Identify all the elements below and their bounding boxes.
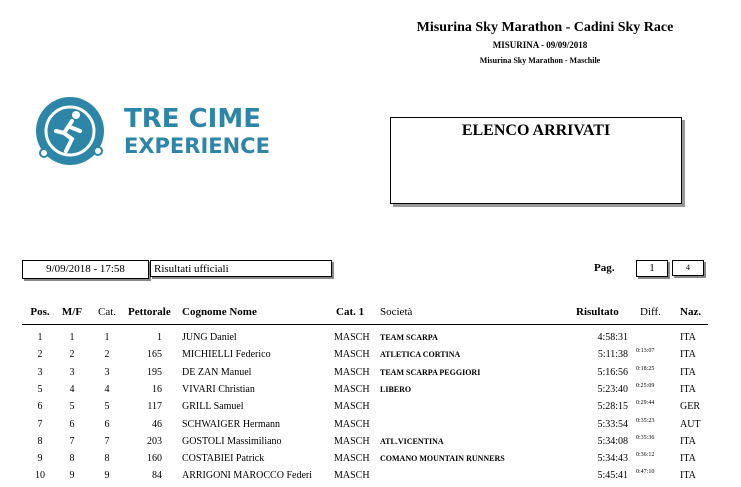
cell-diff: 0:29:44	[636, 400, 655, 407]
cell-pos: 9	[37, 453, 43, 465]
cell-pet: 160	[147, 453, 162, 465]
cell-naz: ITA	[680, 366, 696, 378]
cell-name: ARRIGONI MAROCCO Federi	[182, 470, 312, 482]
cell-pos: 1	[37, 332, 43, 343]
cell-pos: 3	[37, 366, 43, 378]
table-row	[0, 349, 741, 366]
cell-name: MICHIELLI Federico	[182, 349, 271, 361]
results-status: Risultati ufficiali	[150, 260, 332, 277]
table-row	[0, 332, 741, 349]
cell-pos: 5	[37, 383, 43, 395]
col-pos: Pos.	[30, 306, 50, 318]
cell-ris: 5:34:43	[597, 453, 628, 465]
cell-cat: 7	[104, 435, 110, 447]
cell-mf: 3	[69, 366, 75, 378]
cell-cat1: MASCH	[334, 383, 370, 395]
cell-ris: 5:34:08	[597, 435, 628, 447]
cell-ris: 5:28:15	[597, 401, 628, 413]
page-label: Pag.	[594, 262, 615, 274]
table-row	[0, 384, 741, 401]
cell-cat: 4	[104, 383, 110, 395]
cell-pos: 10	[35, 470, 45, 482]
cell-pet: 16	[152, 383, 162, 395]
cell-mf: 8	[69, 453, 75, 465]
logo-line2: EXPERIENCE	[124, 134, 270, 158]
cell-soc: COMANO MOUNTAIN RUNNERS	[380, 454, 505, 464]
header-rule	[22, 324, 708, 325]
cell-mf: 2	[69, 349, 75, 361]
cell-cat: 9	[104, 470, 110, 482]
table-row	[0, 453, 741, 470]
col-cat1: Cat. 1	[336, 306, 365, 318]
cell-naz: ITA	[680, 435, 696, 447]
page-total: 4	[672, 260, 704, 276]
cell-diff: 0:47:10	[636, 469, 655, 476]
cell-ris: 5:23:40	[597, 383, 628, 395]
cell-soc: ATLETICA CORTINA	[380, 350, 461, 360]
cell-diff: 0:35:23	[636, 417, 655, 424]
race-name: Misurina Sky Marathon - Maschile	[479, 56, 601, 65]
cell-mf: 1	[69, 332, 75, 343]
page-number: 1	[636, 260, 668, 277]
cell-diff: 0:25:09	[636, 382, 655, 389]
cell-ris: 5:45:41	[597, 470, 628, 482]
col-diff: Diff.	[640, 306, 661, 318]
cell-pos: 6	[37, 401, 43, 413]
cell-pet: 203	[147, 435, 162, 447]
cell-ris: 4:58:31	[597, 332, 628, 343]
cell-name: VIVARI Christian	[182, 383, 255, 395]
cell-mf: 9	[69, 470, 75, 482]
col-name: Cognome Nome	[182, 306, 257, 318]
table-row	[0, 401, 741, 418]
cell-soc: TEAM SCARPA	[380, 333, 438, 342]
tre-cime-logo	[32, 93, 292, 173]
cell-cat1: MASCH	[334, 401, 370, 413]
report-datetime: 9/09/2018 - 17:58	[22, 260, 149, 279]
cell-name: COSTABIEI Patrick	[182, 453, 265, 465]
event-subtitle: MISURINA - 09/09/2018	[492, 40, 588, 50]
cell-cat: 6	[104, 418, 110, 430]
cell-diff: 0:13:07	[636, 348, 655, 355]
cell-naz: ITA	[680, 470, 696, 482]
cell-naz: ITA	[680, 349, 696, 361]
col-societa: Società	[380, 306, 413, 318]
cell-pos: 8	[37, 435, 43, 447]
cell-name: DE ZAN Manuel	[182, 366, 252, 378]
cell-naz: GER	[680, 401, 700, 413]
cell-cat: 5	[104, 401, 110, 413]
cell-cat1: MASCH	[334, 470, 370, 482]
logo-line1: TRE CIME	[124, 104, 261, 134]
table-row	[0, 367, 741, 384]
cell-soc: TEAM SCARPA PEGGIORI	[380, 367, 481, 377]
cell-mf: 4	[69, 383, 75, 395]
cell-naz: ITA	[680, 383, 696, 395]
cell-cat1: MASCH	[334, 332, 370, 343]
cell-naz: ITA	[680, 332, 696, 343]
event-title: Misurina Sky Marathon - Cadini Sky Race	[416, 20, 674, 35]
cell-name: JUNG Daniel	[182, 332, 237, 343]
table-row	[0, 436, 741, 453]
cell-pet: 165	[147, 349, 162, 361]
cell-ris: 5:16:56	[597, 366, 628, 378]
col-naz: Naz.	[680, 306, 702, 318]
cell-mf: 6	[69, 418, 75, 430]
cell-pet: 117	[147, 401, 162, 413]
cell-cat1: MASCH	[334, 366, 370, 378]
col-cat: Cat.	[97, 306, 117, 318]
col-pettorale: Pettorale	[128, 306, 171, 318]
cell-pet: 84	[152, 470, 162, 482]
cell-cat: 2	[104, 349, 110, 361]
table-row	[0, 419, 741, 436]
cell-naz: AUT	[680, 418, 701, 430]
cell-cat: 1	[104, 332, 110, 343]
cell-pet: 46	[152, 418, 162, 430]
cell-cat: 3	[104, 366, 110, 378]
results-panel	[390, 117, 682, 204]
cell-pos: 7	[37, 418, 43, 430]
cell-cat1: MASCH	[334, 453, 370, 465]
cell-pos: 2	[37, 349, 43, 361]
cell-name: GRILL Samuel	[182, 401, 244, 413]
cell-naz: ITA	[680, 453, 696, 465]
cell-mf: 5	[69, 401, 75, 413]
cell-soc: ATL.VICENTINA	[380, 436, 444, 446]
cell-ris: 5:33:54	[597, 418, 628, 430]
cell-cat: 8	[104, 453, 110, 465]
cell-cat1: MASCH	[334, 349, 370, 361]
cell-ris: 5:11:38	[597, 349, 628, 361]
cell-pet: 1	[157, 332, 162, 343]
cell-diff: 0:18:25	[636, 365, 655, 372]
col-risultato: Risultato	[576, 306, 619, 318]
cell-name: SCHWAIGER Hermann	[182, 418, 281, 430]
cell-soc: LIBERO	[380, 384, 412, 394]
cell-cat1: MASCH	[334, 435, 370, 447]
panel-title: ELENCO ARRIVATI	[461, 122, 611, 139]
cell-cat1: MASCH	[334, 418, 370, 430]
cell-name: GOSTOLI Massimiliano	[182, 435, 282, 447]
cell-mf: 7	[69, 435, 75, 447]
table-row	[0, 470, 741, 487]
col-mf: M/F	[61, 306, 83, 318]
cell-diff: 0:35:36	[636, 434, 655, 441]
cell-diff: 0:36:12	[636, 452, 655, 459]
cell-pet: 195	[147, 366, 162, 378]
